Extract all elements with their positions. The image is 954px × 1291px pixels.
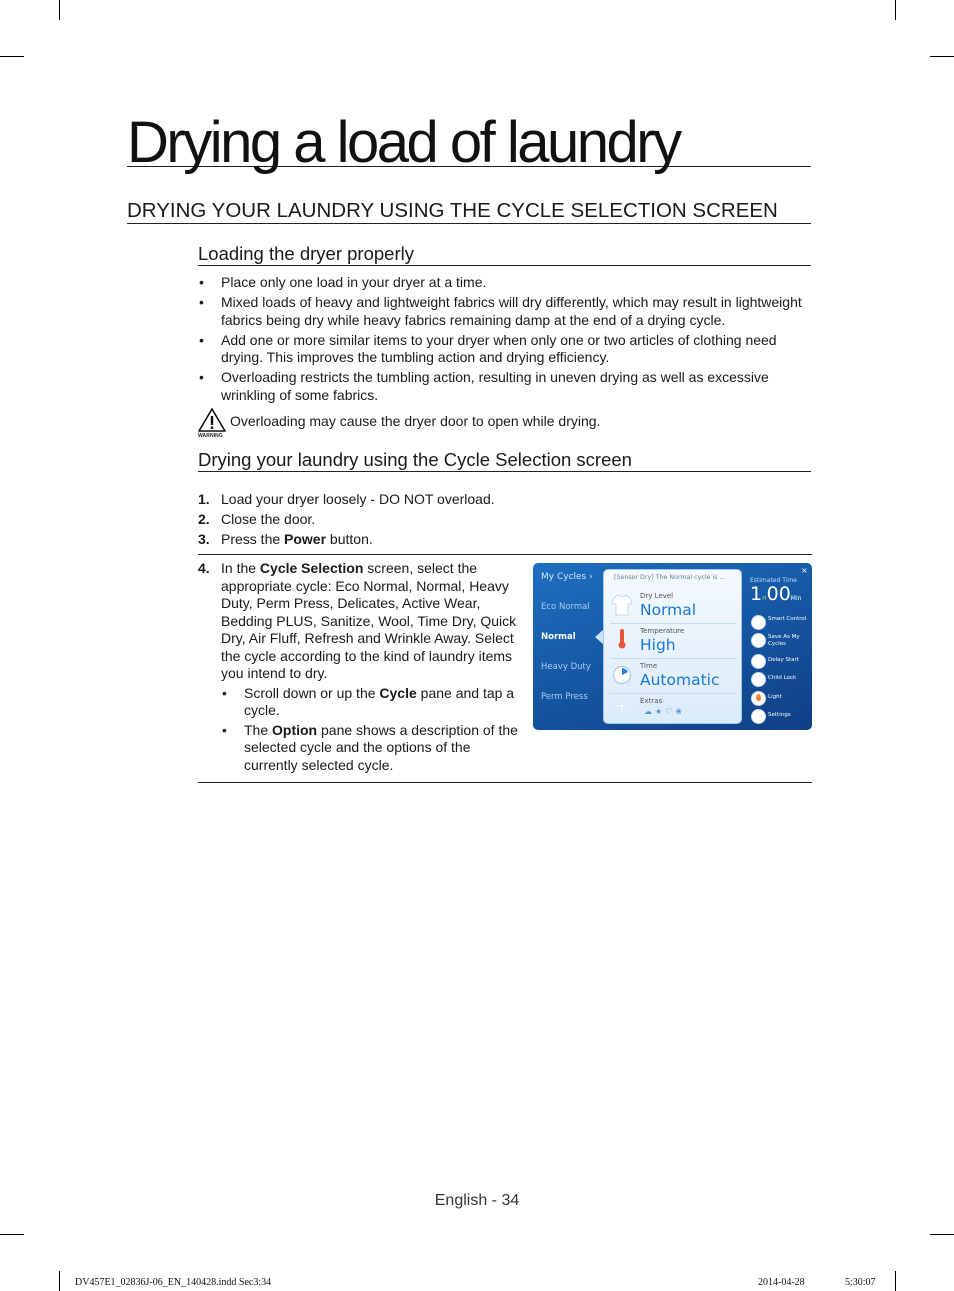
page-number: English - 34 bbox=[434, 1192, 520, 1209]
crop-mark bbox=[930, 1234, 954, 1235]
cycle-eco-normal: Eco Normal bbox=[541, 602, 590, 612]
cycle-heavy-duty: Heavy Duty bbox=[541, 662, 591, 672]
button-label: Smart Control bbox=[768, 616, 807, 622]
chevron-right-icon: › bbox=[589, 572, 593, 582]
smart-control-icon bbox=[751, 615, 766, 630]
button-label: Child Lock bbox=[768, 675, 797, 681]
warning-block bbox=[198, 408, 228, 440]
warning-text: Overloading may cause the dryer door to open while drying. bbox=[230, 413, 601, 429]
crop-mark bbox=[0, 56, 24, 57]
list-item bbox=[221, 722, 524, 775]
step-text: In the bbox=[221, 560, 260, 576]
option-value: Automatic bbox=[640, 671, 720, 689]
gear-icon bbox=[751, 709, 766, 724]
sub-text: pane shows a description of the selected cycle and the options of the currently selected cycle. bbox=[244, 721, 518, 773]
option-pane bbox=[603, 569, 742, 724]
crop-mark bbox=[59, 1271, 60, 1291]
estimated-time-value bbox=[750, 583, 801, 605]
option-time bbox=[610, 659, 737, 693]
list-item: • Add one or more similar items to your dryer when only one or two articles of clothing need drying. This improves the tumbling action and drying efficiency. bbox=[198, 332, 812, 367]
option-dry-level bbox=[610, 588, 737, 622]
slug-date: 2014-04-28 bbox=[758, 1277, 805, 1288]
option-temperature bbox=[610, 624, 737, 658]
sub-bold: Cycle bbox=[379, 684, 417, 701]
cycle-perm-press: Perm Press bbox=[541, 692, 588, 702]
list-item: • Place only one load in your dryer at a time. bbox=[198, 274, 812, 292]
option-extras bbox=[610, 694, 737, 722]
option-value: High bbox=[640, 636, 676, 654]
warning-icon bbox=[198, 408, 226, 432]
option-label: Time bbox=[640, 662, 658, 670]
divider bbox=[198, 782, 812, 783]
cycle-selection-screen bbox=[533, 563, 812, 730]
timer-icon bbox=[612, 664, 632, 686]
button-label: Save As My Cycles bbox=[768, 634, 800, 647]
option-label: Dry Level bbox=[640, 592, 674, 600]
list-item bbox=[221, 685, 524, 720]
steps-list bbox=[198, 491, 812, 551]
crop-mark bbox=[59, 0, 60, 20]
step-number: 2. bbox=[198, 511, 210, 527]
sub-text: Scroll down or up the bbox=[244, 684, 380, 701]
subheading-loading: Loading the dryer properly bbox=[198, 243, 811, 266]
step-text: screen, select the appropriate cycle: Eco Normal, Normal, Heavy Duty, Perm Press, Delicates, Active Wear, Bedding PLUS, Sanitize, Wool, Time Dry, Quick Dry, Air Fluff, Refresh and Wrinkle Away. Select the cycle according to the kind of laundry items you intend to dry. bbox=[221, 560, 517, 681]
step-4-block bbox=[198, 560, 524, 777]
button-label: Light bbox=[768, 694, 782, 700]
step-number: 3. bbox=[198, 531, 210, 547]
smart-control-button[interactable] bbox=[751, 615, 809, 631]
sub-text: pane and tap a cycle. bbox=[244, 684, 515, 718]
step-item bbox=[198, 560, 524, 774]
slug-time: 5:30:07 bbox=[845, 1277, 876, 1288]
step-number: 1. bbox=[198, 491, 210, 507]
step-item bbox=[198, 491, 812, 509]
step-bold: Cycle Selection bbox=[259, 560, 364, 576]
option-label: Extras bbox=[640, 697, 663, 705]
step-text: Load your dryer loosely - DO NOT overload. bbox=[221, 491, 495, 507]
subheading-cycle-selection: Drying your laundry using the Cycle Selection screen bbox=[198, 449, 811, 472]
my-cycles-label: My Cycles › bbox=[541, 572, 593, 582]
slug-file: DV457E1_02836J-06_EN_140428.indd Sec3:34 bbox=[75, 1277, 272, 1288]
option-label: Temperature bbox=[640, 627, 685, 635]
loading-bullet-list bbox=[198, 274, 812, 407]
page-title: Drying a load of laundry bbox=[127, 108, 811, 167]
sub-text: The bbox=[244, 721, 273, 738]
list-item: • Mixed loads of heavy and lightweight fabrics will dry differently, which may result in lightweight fabrics being dry while heavy fabrics remaining damp at the end of a drying cycle. bbox=[198, 294, 812, 329]
crop-mark bbox=[0, 1234, 24, 1235]
plus-icon: + bbox=[615, 696, 629, 715]
step-bold: Power bbox=[284, 531, 327, 547]
step-number: 4. bbox=[198, 560, 210, 576]
hours-unit: H bbox=[762, 595, 767, 602]
option-value: Normal bbox=[640, 601, 697, 619]
light-button[interactable] bbox=[751, 691, 809, 707]
estimated-time-label: Estimated Time bbox=[750, 577, 797, 584]
extras-icons: ☁★♡❀ bbox=[644, 707, 686, 716]
crop-mark bbox=[930, 56, 954, 57]
hours-value: 1 bbox=[750, 583, 763, 605]
child-lock-button[interactable] bbox=[751, 672, 809, 688]
lock-icon bbox=[751, 672, 766, 687]
minutes-value: 00 bbox=[766, 583, 791, 605]
close-icon[interactable]: × bbox=[801, 566, 808, 575]
step-item bbox=[198, 511, 812, 529]
clock-icon bbox=[751, 654, 766, 669]
crop-mark bbox=[895, 1271, 896, 1291]
thermometer-icon bbox=[612, 628, 632, 650]
save-as-my-cycles-button[interactable] bbox=[751, 633, 809, 649]
crop-mark bbox=[895, 0, 896, 20]
step-item bbox=[198, 531, 812, 549]
cycle-description: [Sensor Dry] The Normal cycle is ... bbox=[614, 574, 726, 581]
settings-button[interactable] bbox=[751, 709, 809, 725]
selection-pointer bbox=[595, 630, 603, 644]
save-icon bbox=[751, 633, 766, 648]
delay-start-button[interactable] bbox=[751, 654, 809, 670]
section-heading: DRYING YOUR LAUNDRY USING THE CYCLE SELECTION SCREEN bbox=[127, 199, 811, 224]
step-text: button. bbox=[326, 531, 373, 547]
step-text: Press the bbox=[221, 531, 285, 547]
list-item: • Overloading restricts the tumbling action, resulting in uneven drying as well as excessive wrinkling of some fabrics. bbox=[198, 369, 812, 404]
button-label: Delay Start bbox=[768, 657, 799, 663]
warning-label: WARNING bbox=[198, 433, 223, 439]
step-text: Close the door. bbox=[221, 511, 316, 527]
light-icon bbox=[751, 691, 766, 706]
divider bbox=[198, 554, 812, 555]
shirt-icon bbox=[612, 594, 632, 616]
minutes-unit: Min bbox=[790, 595, 802, 602]
sub-bullet-list bbox=[221, 685, 524, 775]
sub-bold: Option bbox=[272, 721, 318, 738]
button-label: Settings bbox=[768, 712, 791, 718]
cycle-normal: Normal bbox=[541, 632, 576, 642]
